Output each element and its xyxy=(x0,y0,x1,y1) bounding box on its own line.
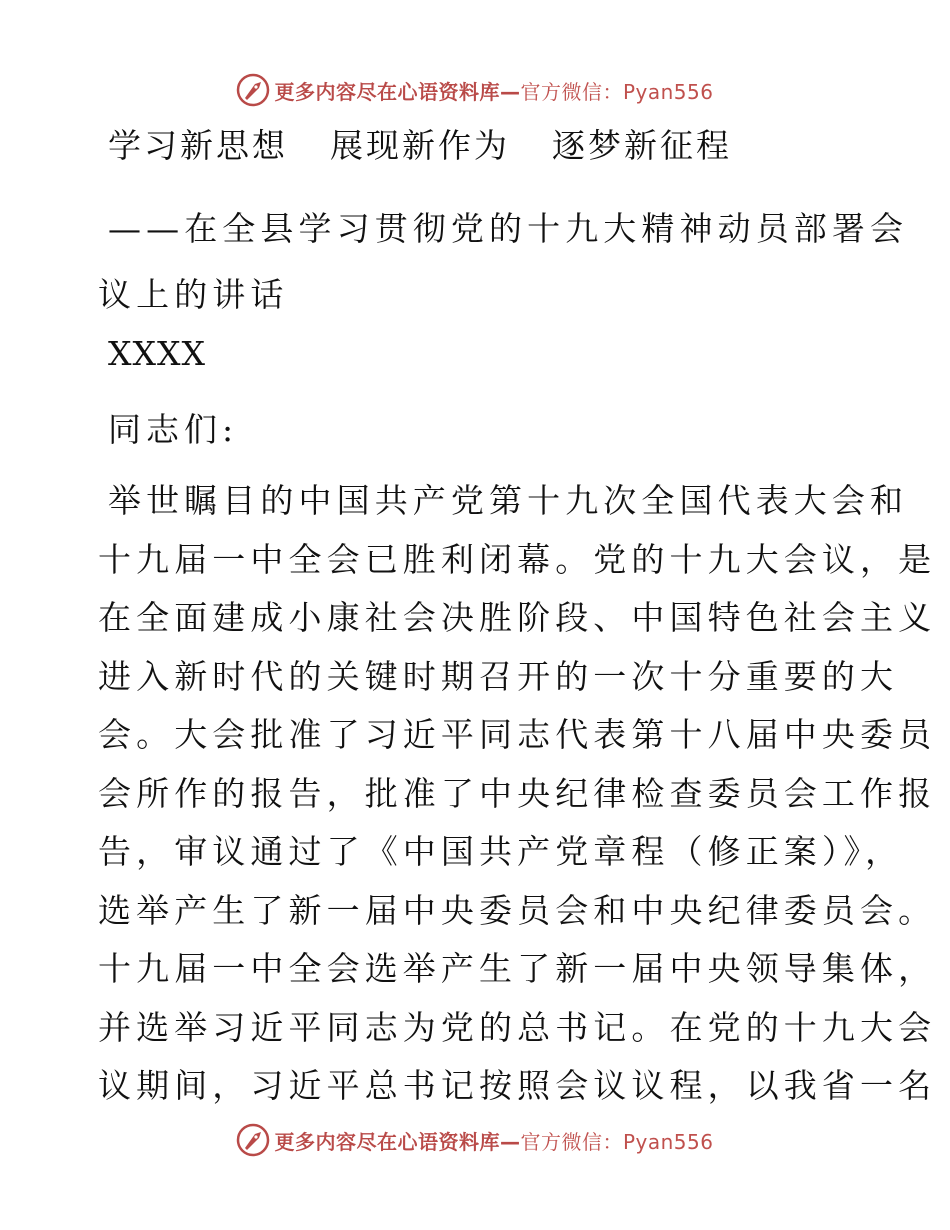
title-part: 学习新思想 xyxy=(108,126,288,165)
watermark-banner-top xyxy=(0,70,950,110)
greeting: 同志们: xyxy=(108,410,239,449)
body-line: 会。大会批准了习近平同志代表第十八届中央委员 xyxy=(98,715,937,754)
body-line: 会所作的报告，批准了中央纪律检查委员会工作报 xyxy=(98,773,937,813)
body-paragraph xyxy=(98,472,937,1116)
document-subtitle xyxy=(98,196,908,328)
body-line: 十九届一中全会选举产生了新一届中央领导集体， xyxy=(98,949,937,988)
pen-nib-logo-icon xyxy=(236,73,270,107)
body-line: 进入新时代的关键时期召开的一次十分重要的大 xyxy=(98,656,899,696)
body-line: 告，审议通过了《中国共产党章程（修正案）》， xyxy=(98,832,904,871)
body-line: 议期间，习近平总书记按照会议议程，以我省一名 xyxy=(98,1066,937,1105)
title-part: 展现新作为 xyxy=(330,126,510,165)
author-name: XXXX xyxy=(108,334,206,373)
body-line: 在全面建成小康社会决胜阶段、中国特色社会主义 xyxy=(98,598,937,637)
subtitle-line: 议上的讲话 xyxy=(98,275,289,314)
subtitle-line: ——在全县学习贯彻党的十九大精神动员部署会 xyxy=(108,209,909,248)
body-line: 十九届一中全会已胜利闭幕。党的十九大会议，是 xyxy=(98,539,937,579)
watermark-text: 更多内容尽在心语资料库—官方微信：Pyan556 xyxy=(274,1129,714,1154)
body-line: 举世瞩目的中国共产党第十九次全国代表大会和 xyxy=(108,481,909,520)
watermark-text: 更多内容尽在心语资料库—官方微信：Pyan556 xyxy=(274,79,714,104)
watermark-banner-bottom xyxy=(0,1120,950,1160)
title-part: 逐梦新征程 xyxy=(552,126,732,165)
body-line: 选举产生了新一届中央委员会和中央纪律委员会。 xyxy=(98,890,937,930)
body-line: 并选举习近平同志为党的总书记。在党的十九大会 xyxy=(98,1007,937,1047)
pen-nib-logo-icon xyxy=(236,1123,270,1157)
document-title xyxy=(108,124,732,168)
